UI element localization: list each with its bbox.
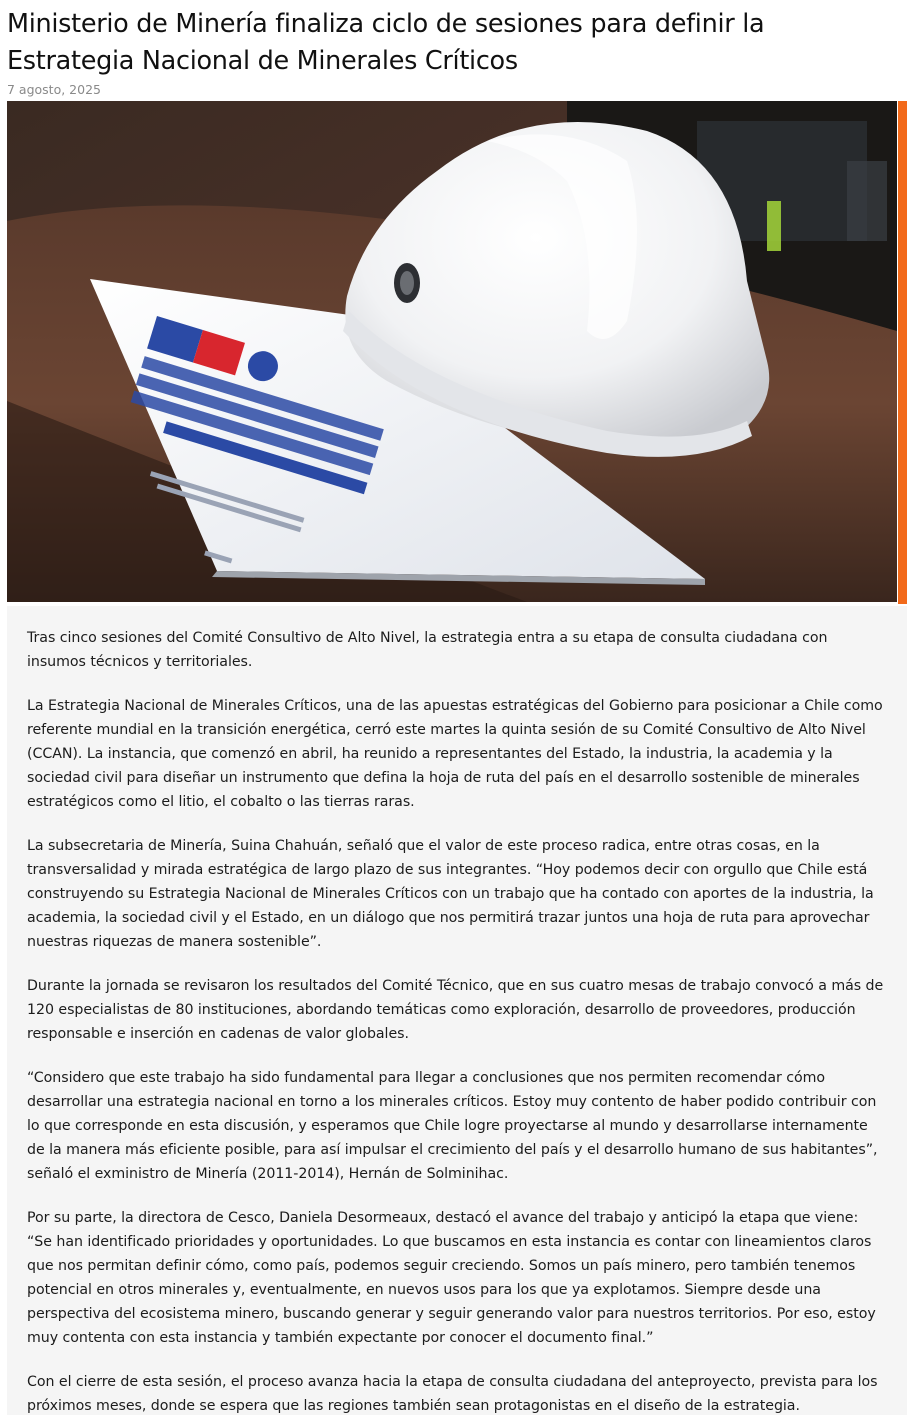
- article-body: [7, 606, 907, 1415]
- article-paragraph: La Estrategia Nacional de Minerales Críticos, una de las apuestas estratégicas del Gobierno para posicionar a Chile como referente mundial en la transición energética, cerró este martes la quinta sesión de su Comité Consultivo de Alto Nivel (CCAN). La instancia, que comenzó en abril, ha reunido a representantes del Estado, la industria, la academia y la sociedad civil para diseñar un instrumento que defina la hoja de ruta del país en el desarrollo sostenible de minerales estratégicos como el litio, el cobalto o las tierras raras.: [27, 698, 883, 810]
- article-title: Ministerio de Minería finaliza ciclo de sesiones para definir la Estrategia Nacional de Minerales Críticos: [7, 9, 765, 76]
- article-paragraph: Durante la jornada se revisaron los resultados del Comité Técnico, que en sus cuatro mesas de trabajo convocó a más de 120 especialistas de 80 instituciones, abordando temáticas como exploración, desarrollo de proveedores, producción responsable e inserción en cadenas de valor globales.: [27, 978, 884, 1042]
- article-paragraph: La subsecretaria de Minería, Suina Chahuán, señaló que el valor de este proceso radica, entre otras cosas, en la transversalidad y mirada estratégica de largo plazo de sus integrantes. “Hoy podemos decir con orgullo que Chile está construyendo su Estrategia Nacional de Minerales Críticos con un trabajo que ha contado con aportes de la industria, la academia, la sociedad civil y el Estado, en un diálogo que nos permitirá trazar juntos una hoja de ruta para aprovechar nuestras riquezas de manera sostenible”.: [27, 838, 874, 950]
- article-hero-image: [7, 101, 897, 602]
- article-paragraph: Por su parte, la directora de Cesco, Daniela Desormeaux, destacó el avance del trabajo y anticipó la etapa que viene: “Se han identificado prioridades y oportunidades. Lo que buscamos en esta instancia es contar con lineamientos claros que nos permitan definir cómo, como país, podemos seguir creciendo. Somos un país minero, pero también tenemos potencial en otros minerales y, eventualmente, en nuevos usos para los que ya explotamos. Siempre desde una perspectiva del ecosistema minero, buscando generar y seguir generando valor para nuestros territorios. Por eso, estoy muy contenta con esta instancia y también expectante por conocer el documento final.”: [27, 1210, 876, 1346]
- article-date: 7 agosto, 2025: [7, 82, 101, 97]
- article-lead: Tras cinco sesiones del Comité Consultivo de Alto Nivel, la estrategia entra a su etapa de consulta ciudadana con insumos técnicos y territoriales.: [27, 630, 828, 670]
- accent-bar: [898, 101, 907, 604]
- article-paragraph: “Considero que este trabajo ha sido fundamental para llegar a conclusiones que nos permiten recomendar cómo desarrollar una estrategia nacional en torno a los minerales críticos. Estoy muy contento de haber podido contribuir con lo que corresponde en esta discusión, y esperamos que Chile logre proyectarse al mundo y desarrollarse internamente de la manera más eficiente posible, para así impulsar el crecimiento del país y el desarrollo humano de sus habitantes”, señaló el exministro de Minería (2011-2014), Hernán de Solminihac.: [27, 1070, 878, 1182]
- article-paragraph: Con el cierre de esta sesión, el proceso avanza hacia la etapa de consulta ciudadana del anteproyecto, prevista para los próximos meses, donde se espera que las regiones también sean protagonistas en el diseño de la estrategia.: [27, 1374, 878, 1414]
